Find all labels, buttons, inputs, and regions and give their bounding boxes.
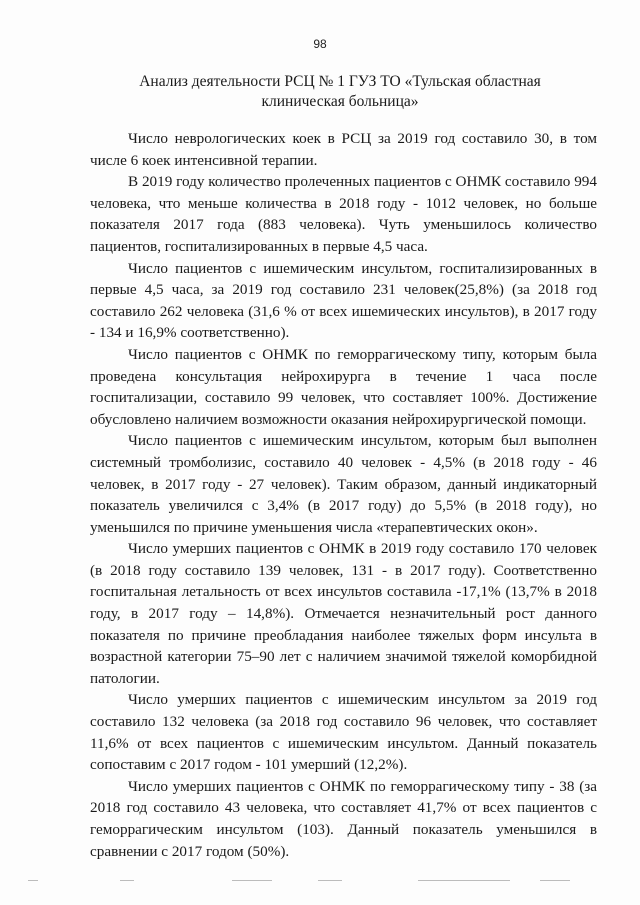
scan-artifacts: [0, 880, 640, 888]
title-line-1: Анализ деятельности РСЦ № 1 ГУЗ ТО «Тульская областная: [139, 73, 541, 90]
paragraph-mortality-ischemic: Число умерших пациентов с ишемическим инсультом за 2019 год составило 132 человека (за 2018 год составило 96 человек, что составляет 11,6% от всех пациентов с ишемическим инсультом. Данный показатель сопоставим с 2017 годом - 101 умерший (12,2%).: [90, 691, 597, 774]
document-title: [90, 72, 590, 112]
scan-speck: [318, 880, 342, 881]
scan-speck: [120, 880, 134, 881]
paragraph-mortality-total: Число умерших пациентов с ОНМК в 2019 году составило 170 человек (в 2018 году составило 139 человек, 131 - в 2017 году). Соответственно госпитальная летальность от всех инсультов составила -17,1% (13,7% в 2018 году, в 2017 году – 14,8%). Отмечается незначительный рост данного показателя по причине преобладания наиболее тяжелых форм инсульта в возрастной категории 75–90 лет с наличием значимой тяжелой коморбидной патологии.: [90, 540, 597, 687]
document-body: [90, 128, 597, 862]
scan-speck: [232, 880, 272, 881]
scan-speck: [28, 880, 38, 881]
paragraph-treated-patients: В 2019 году количество пролеченных пациентов с ОНМК составило 994 человека, что меньше количества в 2018 году - 1012 человек, но больше показателя 2017 года (883 человека). Чуть уменьшилось количество пациентов, госпитализированных в первые 4,5 часа.: [90, 173, 597, 255]
paragraph-neurosurgeon-consult: Число пациентов с ОНМК по геморрагическому типу, которым была проведена консультация нейрохирурга в течение 1 часа после госпитализации, составило 99 человек, что составляет 100%. Достижение обусловлено наличием возможности оказания нейрохирургической помощи.: [90, 345, 597, 428]
title-line-2: клиническая больница»: [261, 93, 419, 110]
paragraph-thrombolysis: Число пациентов с ишемическим инсультом, которым был выполнен системный тромболизис, составило 40 человек - 4,5% (в 2018 году - 46 человек, в 2017 году - 27 человек). Таким образом, данный индикаторный показатель увеличился с 3,4% (в 2017 году) до 5,5% (в 2018 году), но уменьшился по причине уменьшения числа «терапевтических окон».: [90, 432, 597, 536]
paragraph-mortality-hemorrhagic: Число умерших пациентов с ОНМК по геморрагическому типу - 38 (за 2018 год составило 43 человека, что составляет 41,7% от всех пациентов с геморрагическим инсультом (103). Данный показатель уменьшился в сравнении с 2017 годом (50%).: [90, 777, 597, 860]
paragraph-neuro-beds: Число неврологических коек в РСЦ за 2019 год составило 30, в том числе 6 коек интенсивной терапии.: [90, 130, 597, 169]
scan-speck: [540, 880, 570, 881]
page-number: 98: [313, 37, 327, 51]
paragraph-ischemic-first-hours: Число пациентов с ишемическим инсультом, госпитализированных в первые 4,5 часа, за 2019 год составило 231 человек(25,8%) (за 2018 год составило 262 человека (31,6 % от всех ишемических инсультов), в 2017 году - 134 и 16,9% соответственно).: [90, 259, 597, 342]
scan-speck: [418, 880, 510, 881]
